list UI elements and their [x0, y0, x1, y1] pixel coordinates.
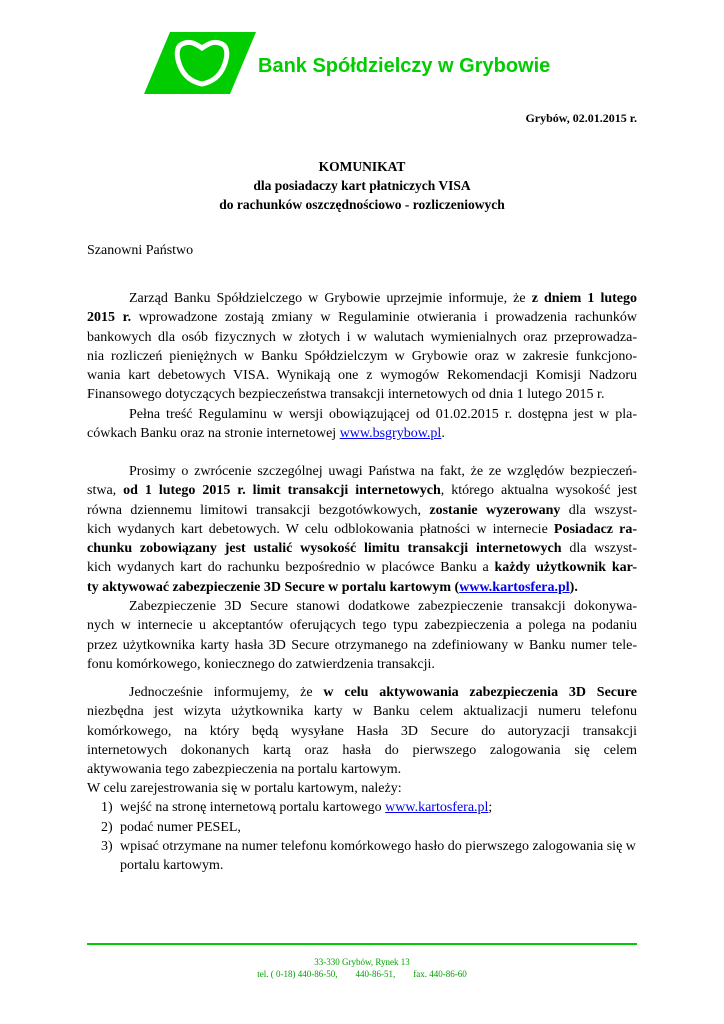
footer — [87, 956, 637, 980]
paragraph-limit: Prosimy o zwrócenie szczególnej uwagi Państwa na fakt, że ze względów bezpieczeń- stwa, od 1 lutego 2015 r. limit transakcji internetowych, którego aktualna wysokość jest równa dziennemu limitowi transakcji bezgotówkowych, zostanie wyzerowany dla wszyst- kich wydanych kart debetowych. W celu odblokowania płatności w internecie Posiadacz ra- chunku zobowiązany jest ustalić wysokość limitu transakcji internetowych dla wszyst- kich wydanych kart do rachunku bezpośrednio w placówce Banku a każdy użytkownik kar- ty aktywować zabezpieczenie 3D Secure w portalu kartowym (www.kartosfera.pl). — [87, 464, 638, 595]
footer-divider — [87, 943, 637, 945]
steps-intro: W celu zarejestrowania się w portalu kartowym, należy: — [87, 781, 402, 796]
document-date: Grybów, 02.01.2015 r. — [525, 111, 637, 125]
registration-steps — [87, 779, 637, 875]
kartosfera-link-bold[interactable]: www.kartosfera.pl — [459, 579, 570, 595]
bank-logo-icon — [144, 32, 256, 94]
paragraph-regulations: Pełna treść Regulaminu w wersji obowiązującej od 01.02.2015 r. dostępna jest w pla- cówkach Banku oraz na stronie internetowej www.bsgrybow.pl. — [87, 407, 637, 442]
document-title — [87, 157, 637, 214]
paragraph-changes: Zarząd Banku Spółdzielczego w Grybowie uprzejmie informuje, że z dniem 1 lutego 2015 r. wprowadzone zostają zmiany w Regulaminie otwierania i prowadzenia rachunków bankowych dla osób fizycznych w złotych i w walutach wymienialnych oraz przeprowadza- nia rozliczeń pieniężnych w Banku Spółdzielczym w Grybowie oraz w zakresie funkcjono- wania kart debetowych VISA. Wynikają one z wymogów Rekomendacji Komisji Nadzoru Finansowego dotyczących bezpieczeństwa transakcji internetowych od dnia 1 lutego 2015 r. — [87, 291, 637, 403]
greeting: Szanowni Państwo — [87, 243, 194, 258]
kartosfera-link[interactable]: www.kartosfera.pl — [385, 800, 489, 816]
bank-name: Bank Spółdzielczy w Grybowie — [258, 55, 551, 77]
title-line-3: do rachunków oszczędnościowo - rozliczeniowych — [219, 197, 505, 212]
footer-address: 33-330 Grybów, Rynek 13 — [314, 957, 410, 967]
title-line-2: dla posiadaczy kart płatniczych VISA — [253, 178, 471, 193]
title-line-1: KOMUNIKAT — [318, 159, 406, 174]
list-item: 1) wejść na stronę internetową portalu kartowego www.kartosfera.pl; — [101, 800, 493, 816]
paragraph-activation: Jednocześnie informujemy, że w celu aktywowania zabezpieczenia 3D Secure niezbędna jest wizyta użytkownika karty w Banku celem aktualizacji numeru telefonu komórkowego, na który będą wysyłane Hasła 3D Secure do autoryzacji transakcji internetowych dokonanych kartą oraz hasła do pierwszego zalogowania się celem aktywowania tego zabezpieczenia na portalu kartowym. — [87, 685, 637, 778]
paragraph-3d-secure: Zabezpieczenie 3D Secure stanowi dodatkowe zabezpieczenie transakcji dokonywa- nych w internecie u akceptantów oferujących tego typu zabezpieczenia a polega na podaniu przez użytkownika karty hasła 3D Secure otrzymanego na zdefiniowany w Banku numer tele- fonu komórkowego, koniecznego do zatwierdzenia transakcji. — [87, 599, 637, 672]
list-item: 3) wpisać otrzymane na numer telefonu komórkowego hasło do pierwszego zalogowania się w portalu kartowym. — [101, 838, 636, 874]
list-item: 2) podać numer PESEL, — [101, 819, 241, 835]
footer-contact: tel. ( 0-18) 440-86-50, 440-86-51, fax. 440-86-60 — [257, 969, 467, 979]
bsgrybow-link[interactable]: www.bsgrybow.pl — [339, 426, 442, 442]
